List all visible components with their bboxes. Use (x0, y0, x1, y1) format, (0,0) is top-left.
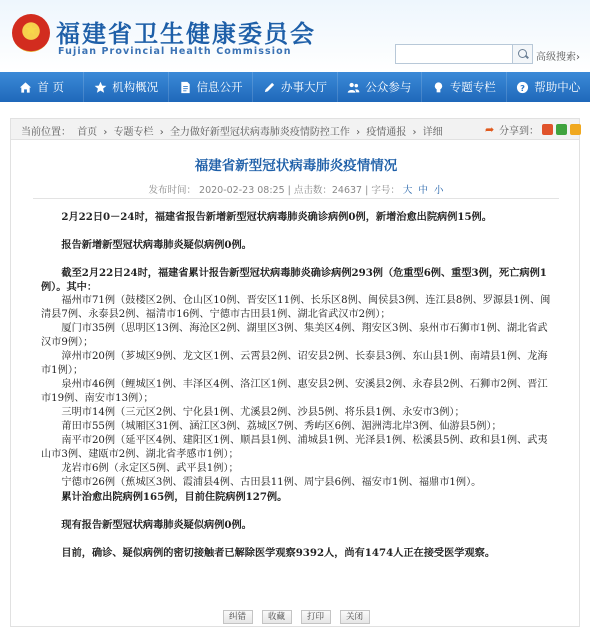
share-bar (485, 122, 581, 137)
nav-label: 机构概况 (112, 80, 159, 94)
qzone-icon[interactable] (570, 124, 581, 135)
breadcrumb-link-epidemic[interactable]: 全力做好新型冠状病毒肺炎疫情防控工作 (169, 127, 350, 138)
nav-public[interactable] (338, 72, 422, 102)
breadcrumb-link-special[interactable]: 专题专栏 (113, 127, 154, 138)
article-meta-text: 发布时间： 2020-02-23 08:25 | 点击数：24637 | 字号： (148, 185, 400, 196)
nav-label: 首 页 (37, 80, 65, 94)
nav-label: 办事大厅 (280, 80, 327, 94)
people-icon (347, 81, 360, 94)
article-paragraph: 截至2月22日24时，福建省累计报告新型冠状病毒肺炎确诊病例293例（危重型6例、重型3例，死亡病例1例）。其中： (41, 267, 547, 293)
article-meta (11, 182, 581, 196)
report-error-button[interactable]: 纠错 (223, 610, 253, 624)
article-body (41, 210, 555, 560)
star-icon (94, 81, 107, 94)
nav-about[interactable] (84, 72, 168, 102)
breadcrumb-separator: › (412, 127, 417, 138)
print-button[interactable]: 打印 (301, 610, 331, 624)
article (10, 140, 580, 627)
article-paragraph: 厦门市35例（思明区13例、海沧区2例、湖里区3例、集美区4例、翔安区3例、泉州市石狮市1例、湖北省武汉市9例）； (41, 323, 548, 348)
breadcrumb-separator: › (103, 127, 108, 138)
search-input[interactable] (395, 44, 513, 64)
pencil-icon (263, 81, 276, 94)
font-size-large[interactable]: 大 (402, 185, 413, 196)
divider (33, 198, 559, 199)
nav-service[interactable] (253, 72, 337, 102)
article-paragraph: 泉州市46例（鲤城区1例、丰泽区4例、洛江区1例、惠安县2例、安溪县2例、永春县2例、石狮市2例、晋江市19例、南安市13例）； (41, 379, 548, 404)
nav-help[interactable] (507, 72, 590, 102)
search-icon[interactable] (513, 44, 533, 64)
advanced-search-link[interactable]: 高级搜索› (536, 52, 580, 63)
document-icon (179, 81, 192, 94)
article-paragraph: 2月22日0－24时，福建省报告新增新型冠状病毒肺炎确诊病例0例，新增治愈出院病例15例。 (61, 211, 492, 223)
nav-label: 专题专栏 (449, 80, 496, 94)
article-paragraph: 龙岩市6例（永定区5例、武平县1例）； (61, 463, 239, 474)
font-size-medium[interactable]: 中 (418, 185, 428, 196)
favorite-button[interactable]: 收藏 (262, 610, 292, 624)
article-paragraph: 报告新增新型冠状病毒肺炎疑似病例0例。 (61, 239, 252, 251)
article-title: 福建省新型冠状病毒肺炎疫情情况 (194, 158, 398, 174)
font-size-small[interactable]: 小 (433, 185, 444, 196)
article-paragraph: 三明市14例（三元区2例、宁化县1例、尤溪县2例、沙县5例、将乐县1例、永安市3例）； (61, 407, 465, 418)
article-paragraph: 累计治愈出院病例165例，目前住院病例127例。 (61, 491, 288, 503)
nav-info[interactable] (169, 72, 253, 102)
breadcrumb-separator: › (159, 127, 164, 138)
article-paragraph: 目前，确诊、疑似病例的密切接触者已解除医学观察9392人，尚有1474人正在接受医学观察。 (61, 547, 496, 559)
close-button[interactable]: 关闭 (340, 610, 370, 624)
article-paragraph: 现有报告新型冠状病毒肺炎疑似病例0例。 (61, 519, 252, 531)
article-paragraph: 福州市71例（鼓楼区2例、仓山区10例、晋安区11例、长乐区8例、闽侯县3例、连江县8例、罗源县1例、闽清县7例、永泰县2例、福清市16例、宁德市古田县1例、湖北省武汉市2例）； (41, 295, 551, 320)
nav-label: 公众参与 (365, 80, 412, 94)
breadcrumb-link-report[interactable]: 疫情通报 (366, 127, 407, 138)
main-nav (0, 72, 590, 102)
article-paragraph: 宁德市26例（蕉城区3例、霞浦县4例、古田县11例、周宁县6例、福安市1例、福鼎市1例）。 (61, 477, 482, 488)
share-icon: ➦ (485, 122, 495, 136)
article-paragraph: 漳州市20例（芗城区9例、龙文区1例、云霄县2例、诏安县2例、长泰县3例、东山县1例、南靖县1例、龙海市1例）； (41, 351, 548, 376)
nav-special[interactable] (422, 72, 506, 102)
share-label: 分享到： (499, 126, 539, 137)
site-subtitle: Fujian Provincial Health Commission (58, 46, 292, 57)
breadcrumb-current: 详细 (422, 127, 443, 138)
action-buttons (11, 610, 581, 624)
nav-label: 信息公开 (196, 80, 243, 94)
breadcrumb-prefix: 当前位置： (21, 127, 71, 138)
site-header (0, 0, 590, 72)
nav-home[interactable] (0, 72, 84, 102)
breadcrumb-separator: › (356, 127, 361, 138)
wechat-icon[interactable] (556, 124, 567, 135)
national-emblem-icon (12, 14, 50, 52)
article-paragraph: 莆田市55例（城厢区31例、涵江区3例、荔城区7例、秀屿区6例、湄洲湾北岸3例、仙游县5例）； (61, 421, 502, 432)
article-paragraph: 南平市20例（延平区4例、建阳区1例、顺昌县1例、浦城县1例、光泽县1例、松溪县5例、政和县1例、武夷山市3例、建瓯市2例、湖北省孝感市1例）； (41, 435, 548, 460)
site-title[interactable]: 福建省卫生健康委员会 (56, 20, 316, 48)
svg-text:?: ? (520, 82, 526, 93)
breadcrumb-trail (21, 123, 446, 138)
nav-label: 帮助中心 (534, 80, 581, 94)
lightbulb-icon (432, 81, 445, 94)
home-icon (19, 81, 32, 94)
weibo-icon[interactable] (542, 124, 553, 135)
breadcrumb (10, 118, 580, 140)
breadcrumb-link-home[interactable]: 首页 (77, 127, 98, 138)
help-icon (516, 81, 529, 94)
